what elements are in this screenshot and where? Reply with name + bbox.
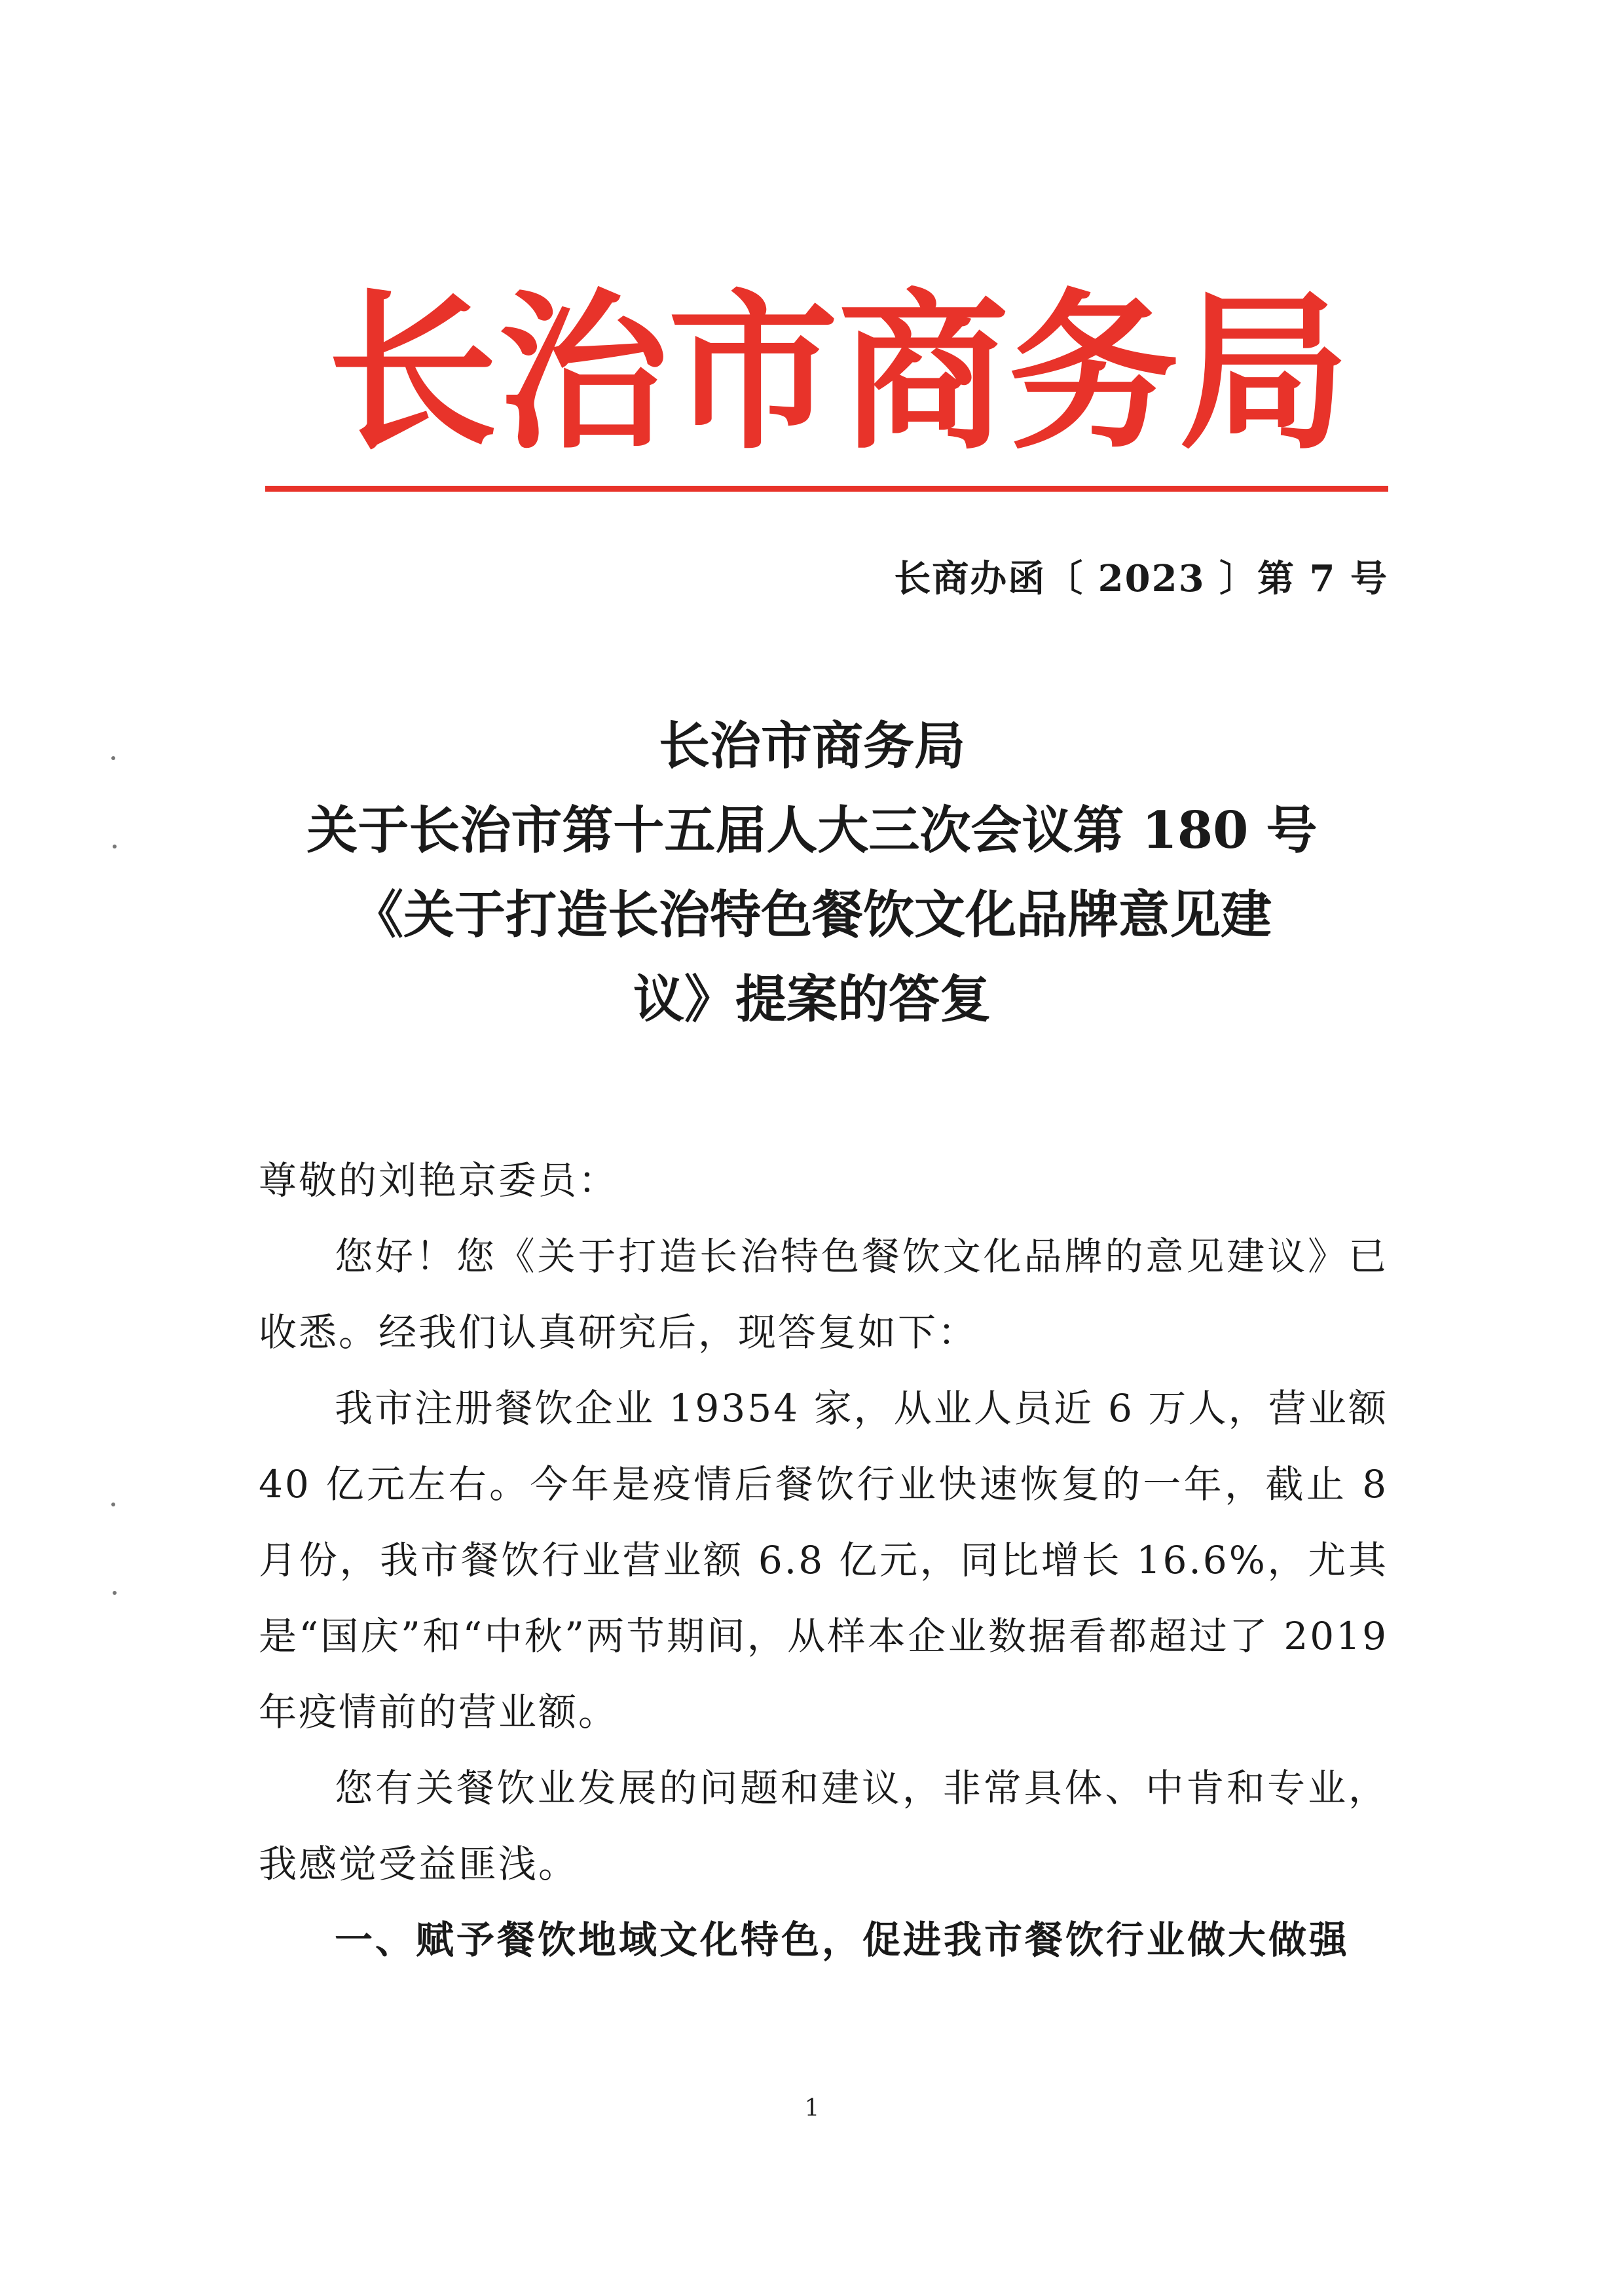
scan-mark xyxy=(111,1503,115,1506)
paragraph: 我市注册餐饮企业 19354 家，从业人员近 6 万人，营业额 40 亿元左右。今年是疫情后餐饮行业快速恢复的一年，截止 8 月份，我市餐饮行业营业额 6.8 亿元，同比增长 16.6%，尤其是“国庆”和“中秋”两节期间，从样本企业数据看都超过了 2019 年疫情前的营业额。 xyxy=(259,1386,1388,1734)
paragraph: 您好！您《关于打造长治特色餐饮文化品牌的意见建议》已收悉。经我们认真研究后，现答复如下： xyxy=(259,1234,1388,1355)
letterhead-char: 务 xyxy=(1008,273,1179,473)
title-line: 长治市商务局 xyxy=(658,716,965,776)
scan-mark xyxy=(113,845,117,848)
section-heading: 一、赋予餐饮地域文化特色，促进我市餐饮行业做大做强 xyxy=(335,1918,1350,1962)
letterhead-char: 局 xyxy=(1179,273,1349,473)
scan-mark xyxy=(113,1591,117,1595)
letterhead-red-rule xyxy=(265,486,1388,492)
letterhead-char: 长 xyxy=(327,273,498,473)
letter-body xyxy=(259,1142,1388,1978)
title-line: 议》提案的答复 xyxy=(633,970,991,1029)
letterhead-org-name xyxy=(327,275,1349,471)
letterhead-char: 商 xyxy=(838,273,1008,473)
scan-mark xyxy=(111,756,115,760)
page-number: 1 xyxy=(804,2095,820,2122)
salutation: 尊敬的刘艳京委员： xyxy=(259,1158,619,1203)
document-number: 长商办函〔 2023 〕第 7 号 xyxy=(894,557,1388,600)
document-title xyxy=(236,704,1388,1042)
letterhead-char: 市 xyxy=(668,273,838,473)
title-line: 《关于打造长治特色餐饮文化品牌意见建 xyxy=(352,885,1272,945)
letterhead-char: 治 xyxy=(498,273,668,473)
paragraph: 您有关餐饮业发展的问题和建议，非常具体、中肯和专业，我感觉受益匪浅。 xyxy=(259,1766,1388,1886)
title-line: 关于长治市第十五届人大三次会议第 180 号 xyxy=(306,801,1318,860)
